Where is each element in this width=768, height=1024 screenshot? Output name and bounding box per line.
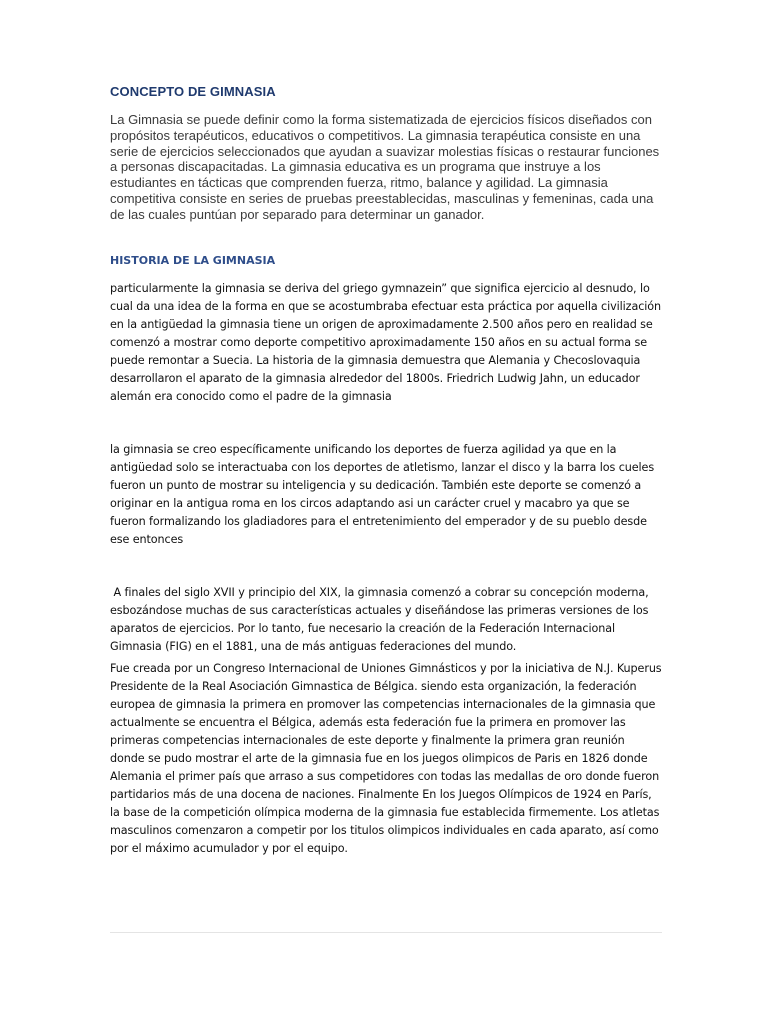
historia-paragraph-1: particularmente la gimnasia se deriva del griego gymnazein” que significa ejercicio al desnudo, lo cual da una idea de la forma en que se acostumbraba efectuar esta práctica por aquella civilización en la antigüedad la gimnasia tiene un origen de aproximadamente 2.500 años pero en realidad se comenzó a mostrar como deporte competitivo aproximadamente 150 años en su actual forma se puede remontar a Suecia. La historia de la gimnasia demuestra que Alemania y Checoslovaquia desarrollaron el aparato de la gimnasia alrededor del 1800s. Friedrich Ludwig Jahn, un educador alemán era conocido como el padre de la gimnasia [110,282,661,403]
historia-section [110,254,662,275]
footer-divider [110,932,662,933]
concepto-section [110,84,662,223]
historia-paragraph-4: Fue creada por un Congreso Internacional de Uniones Gimnásticos y por la iniciativa de N.J. Kuperus Presidente de la Real Asociación Gimnastica de Bélgica. siendo esta organización, la federación europea de gimnasia la primera en promover las competencias internacionales de la gimnasia que actualmente se encuentra el Bélgica, además esta federación fue la primera en promover las primeras competencias internacionales de este deporte y finalmente la primera gran reunión donde se pudo mostrar el arte de la gimnasia fue en los juegos olimpicos de Paris en 1826 donde Alemania el primer país que arraso a sus competidores con todas las medallas de oro donde fueron partidarios más de una docena de naciones. Finalmente En los Juegos Olímpicos de 1924 en París, la base de la competición olímpica moderna de la gimnasia fue establecida firmemente. Los atletas masculinos comenzaron a competir por los titulos olimpicos individuales en cada aparato, así como por el máximo acumulador y por el equipo. [110,662,662,855]
historia-paragraph-3: A finales del siglo XVII y principio del XIX, la gimnasia comenzó a cobrar su concepción moderna, esbozándose muchas de sus características actuales y diseñándose las primeras versiones de los aparatos de ejercicios. Por lo tanto, fue necesario la creación de la Federación Internacional Gimnasia (FIG) en el 1881, una de más antiguas federaciones del mundo. [110,586,653,653]
concepto-heading: CONCEPTO DE GIMNASIA [110,84,276,99]
historia-paragraph-2: la gimnasia se creo específicamente unificando los deportes de fuerza agilidad ya que en la antigüedad solo se interactuaba con los deportes de atletismo, lanzar el disco y la barra los cueles fueron un punto de mostrar su inteligencia y su dedicación. También este deporte se comenzó a originar en la antigua roma en los circos adaptando asi un carácter cruel y macabro ya que se fueron formalizando los gladiadores para el entretenimiento del emperador y de su pueblo desde ese entonces [110,443,655,546]
concepto-paragraph: La Gimnasia se puede definir como la forma sistematizada de ejercicios físicos diseñados con propósitos terapéuticos, educativos o competitivos. La gimnasia terapéutica consiste en una serie de ejercicios seleccionados que ayudan a suavizar molestias físicas o restaurar funciones a personas discapacitadas. La gimnasia educativa es un programa que instruye a los estudiantes en tácticas que comprenden fuerza, ritmo, balance y agilidad. La gimnasia competitiva consiste en series de pruebas preestablecidas, masculinas y femeninas, cada una de las cuales puntúan por separado para determinar un ganador. [110,112,660,222]
historia-heading: HISTORIA DE LA GIMNASIA [110,254,276,267]
